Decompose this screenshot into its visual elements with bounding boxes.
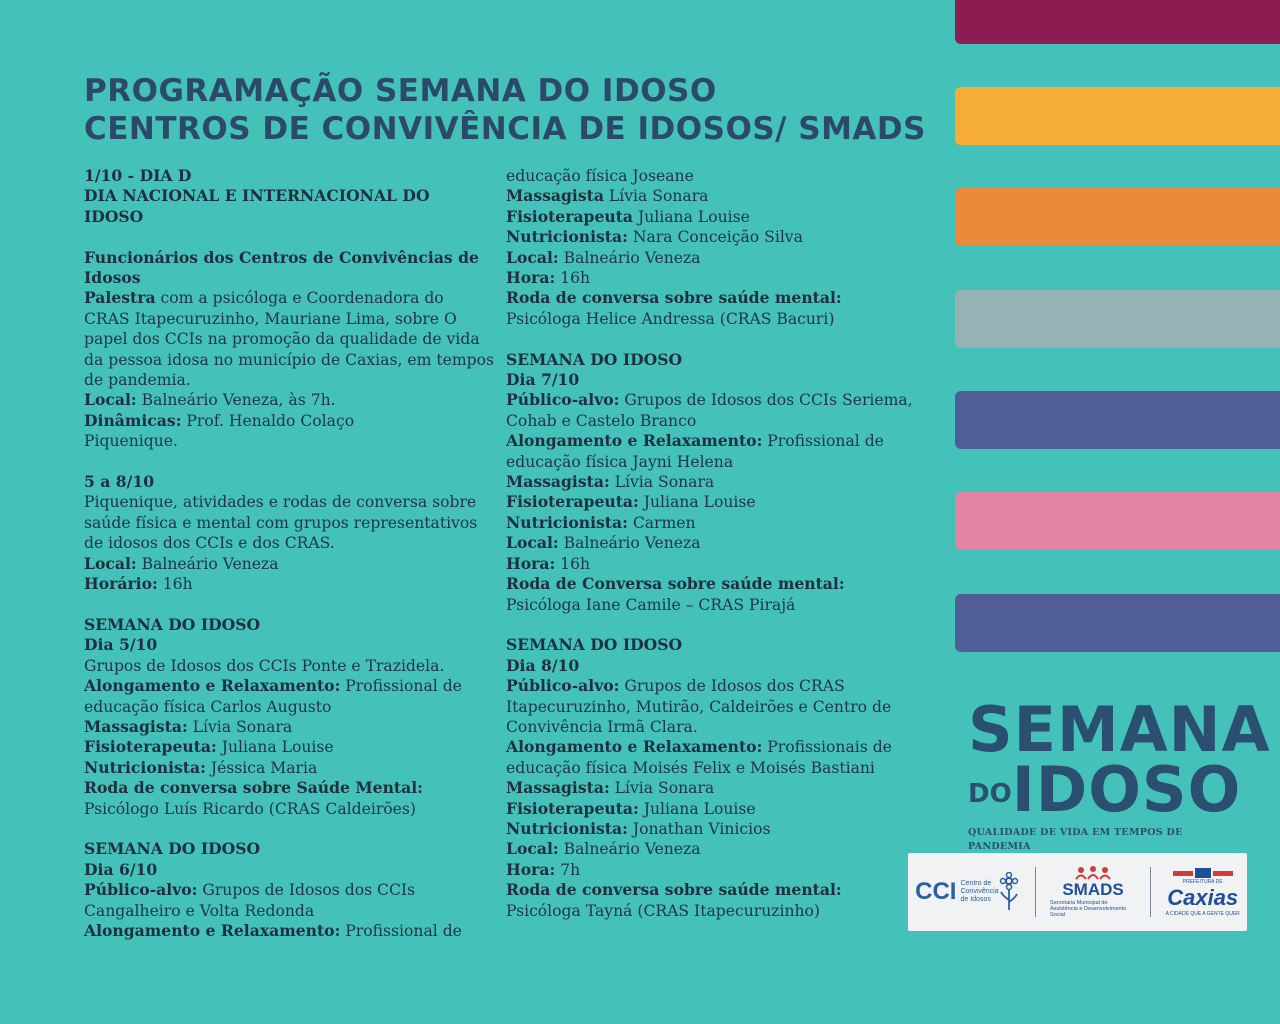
schedule-label: Hora: xyxy=(506,553,556,573)
schedule-line xyxy=(84,492,494,553)
schedule-text: Balneário Veneza, às 7h. xyxy=(136,391,336,410)
cci-logo-text: CCI xyxy=(915,878,957,905)
schedule-label: Funcionários dos Centros de Convivências de Idosos xyxy=(84,247,479,288)
color-stripe xyxy=(955,492,1280,550)
schedule-text: Jonathan Vinicios xyxy=(627,819,771,838)
logo-divider xyxy=(1035,867,1036,917)
schedule-text: com a psicóloga e Coordenadora do CRAS Itapecuruzinho, Mauriane Lima, sobre O papel dos CCIs na promoção da qualidade de vida da pessoa idosa no município de Caxias, em tempos de pandemia. xyxy=(84,289,495,390)
schedule-text: Grupos de Idosos dos CRAS Itapecuruzinho, Mutirão, Caldeirões e Centro de Convivência Irmã Clara. xyxy=(506,677,892,736)
schedule-block xyxy=(84,839,494,941)
schedule-label: Local: xyxy=(84,390,137,410)
schedule-line xyxy=(506,472,921,492)
caxias-logo-top: PREFEITURA DE xyxy=(1182,879,1223,885)
schedule-line xyxy=(84,288,494,390)
schedule-line xyxy=(84,839,494,859)
flower-icon xyxy=(998,872,1020,912)
schedule-label: Público-alvo: xyxy=(506,676,620,696)
schedule-line xyxy=(84,554,494,574)
schedule-line xyxy=(84,860,494,880)
logo-tagline: QUALIDADE DE VIDA EM TEMPOS DE PANDEMIA xyxy=(968,826,1183,852)
schedule-line xyxy=(506,492,921,512)
schedule-label: Alongamento e Relaxamento: xyxy=(84,676,341,696)
schedule-label: Palestra xyxy=(84,288,156,308)
schedule-label: Hora: xyxy=(506,268,556,288)
cci-logo-subtitle: Centro de Convivência de Idosos xyxy=(960,880,999,903)
schedule-text: Juliana Louise xyxy=(638,493,756,512)
logo-divider xyxy=(1150,867,1151,917)
schedule-label: Alongamento e Relaxamento: xyxy=(84,920,341,940)
schedule-block xyxy=(84,615,494,819)
schedule-text: Carmen xyxy=(627,513,696,532)
schedule-text: Profissional de educação física Jayni Helena xyxy=(506,432,884,471)
caxias-logo xyxy=(1166,867,1240,917)
schedule-line xyxy=(84,758,494,778)
schedule-line xyxy=(506,186,921,206)
schedule-line xyxy=(506,207,921,227)
schedule-label: Nutricionista: xyxy=(506,512,628,532)
schedule-line xyxy=(506,574,921,594)
logo-word-idoso-text: IDOSO xyxy=(1011,753,1242,826)
schedule-label: Nutricionista: xyxy=(84,757,206,777)
schedule-block xyxy=(84,248,494,452)
schedule-label: Local: xyxy=(506,247,559,267)
schedule-line xyxy=(506,288,921,308)
schedule-text: Balneário Veneza xyxy=(136,554,279,573)
schedule-line xyxy=(506,676,921,737)
schedule-label: Público-alvo: xyxy=(84,880,198,900)
color-stripe xyxy=(955,290,1280,348)
schedule-line xyxy=(506,860,921,880)
smads-logo-text: SMADS xyxy=(1062,880,1124,899)
schedule-line xyxy=(506,513,921,533)
logo-word-do: DO xyxy=(968,778,1012,809)
schedule-block xyxy=(506,635,921,921)
schedule-label: Fisioterapeuta: xyxy=(506,798,639,818)
schedule-block xyxy=(506,350,921,615)
schedule-label: Roda de conversa sobre saúde mental: xyxy=(506,880,842,900)
schedule-label: Horário: xyxy=(84,574,158,594)
schedule-line xyxy=(84,186,494,227)
schedule-line xyxy=(84,615,494,635)
schedule-text: Jéssica Maria xyxy=(205,758,318,777)
schedule-line xyxy=(84,166,494,186)
color-stripe xyxy=(955,87,1280,145)
schedule-label: Roda de conversa sobre saúde mental: xyxy=(506,288,842,308)
schedule-label: Dia 8/10 xyxy=(506,655,580,675)
schedule-label: Local: xyxy=(84,553,137,573)
schedule-text: Lívia Sonara xyxy=(609,779,715,798)
schedule-label: Fisioterapeuta: xyxy=(84,737,217,757)
schedule-line xyxy=(84,472,494,492)
schedule-label: Fisioterapeuta xyxy=(506,206,634,226)
schedule-line xyxy=(506,819,921,839)
schedule-line xyxy=(84,411,494,431)
schedule-label: DIA NACIONAL E INTERNACIONAL DO IDOSO xyxy=(84,186,430,226)
schedule-block xyxy=(506,166,921,329)
schedule-text: Grupos de Idosos dos CCIs Ponte e Trazidela. xyxy=(84,656,445,675)
schedule-label: Roda de conversa sobre Saúde Mental: xyxy=(84,778,423,798)
schedule-line xyxy=(506,248,921,268)
schedule-line xyxy=(506,533,921,553)
schedule-line xyxy=(506,737,921,778)
schedule-line xyxy=(506,880,921,900)
partner-logos-bar xyxy=(908,853,1247,931)
schedule-text: Psicóloga Tayná (CRAS Itapecuruzinho) xyxy=(506,901,821,920)
color-stripe xyxy=(955,391,1280,449)
schedule-line xyxy=(506,839,921,859)
schedule-line xyxy=(84,799,494,819)
schedule-line xyxy=(84,656,494,676)
schedule-text: Piquenique. xyxy=(84,432,178,451)
schedule-line xyxy=(84,248,494,289)
schedule-text: Prof. Henaldo Colaço xyxy=(181,411,355,430)
schedule-line xyxy=(506,595,921,615)
smads-logo-subtitle: Secretaria Municipal de Assistência e Desenvolvimento Social xyxy=(1050,900,1127,918)
schedule-line xyxy=(84,676,494,717)
schedule-label: Alongamento e Relaxamento: xyxy=(506,431,763,451)
cci-logo xyxy=(915,872,1020,912)
schedule-text: Lívia Sonara xyxy=(187,717,293,736)
people-icon xyxy=(1073,866,1113,880)
schedule-text: educação física Joseane xyxy=(506,167,694,185)
schedule-line xyxy=(506,390,921,431)
schedule-text: Profissional de educação física Carlos Augusto xyxy=(84,677,462,716)
schedule-text: Profissional de xyxy=(340,921,462,940)
schedule-label: Massagista: xyxy=(506,472,610,492)
logo-word-idoso xyxy=(968,753,1248,826)
schedule-line xyxy=(506,431,921,472)
schedule-line xyxy=(506,901,921,921)
schedule-label: Roda de Conversa sobre saúde mental: xyxy=(506,574,845,594)
schedule-line xyxy=(506,799,921,819)
schedule-line xyxy=(506,309,921,329)
schedule-label: SEMANA DO IDOSO xyxy=(506,349,683,369)
schedule-label: Alongamento e Relaxamento: xyxy=(506,737,763,757)
schedule-label: Massagista xyxy=(506,186,604,206)
schedule-text: Grupos de Idosos dos CCIs Cangalheiro e Volta Redonda xyxy=(84,881,416,920)
schedule-block xyxy=(84,472,494,594)
city-flag-icon xyxy=(1173,867,1233,879)
color-stripe xyxy=(955,0,1280,44)
schedule-line xyxy=(84,880,494,921)
schedule-line xyxy=(506,350,921,370)
schedule-line xyxy=(84,778,494,798)
schedule-text: Piquenique, atividades e rodas de conversa sobre saúde física e mental com grupos representativos de idosos dos CCIs e dos CRAS. xyxy=(84,493,478,553)
schedule-label: SEMANA DO IDOSO xyxy=(506,635,683,655)
schedule-label: Dinâmicas: xyxy=(84,410,182,430)
schedule-line xyxy=(506,227,921,247)
schedule-text: Psicólogo Luís Ricardo (CRAS Caldeirões) xyxy=(84,799,416,818)
schedule-label: 1/10 - DIA D xyxy=(84,166,192,185)
schedule-line xyxy=(506,268,921,288)
schedule-line xyxy=(506,370,921,390)
schedule-line xyxy=(84,737,494,757)
schedule-line xyxy=(506,656,921,676)
caxias-logo-text: Caxias xyxy=(1167,885,1239,910)
schedule-label: 5 a 8/10 xyxy=(84,472,155,492)
caxias-logo-subtitle: A CIDADE QUE A GENTE QUER xyxy=(1165,911,1240,917)
schedule-line xyxy=(506,554,921,574)
schedule-label: Dia 6/10 xyxy=(84,859,158,879)
color-stripe xyxy=(955,594,1280,652)
schedule-column-left xyxy=(84,166,494,962)
schedule-label: Fisioterapeuta: xyxy=(506,492,639,512)
color-stripe xyxy=(955,188,1280,246)
schedule-label: Local: xyxy=(506,533,559,553)
schedule-line xyxy=(84,574,494,594)
schedule-text: Nara Conceição Silva xyxy=(627,228,803,247)
schedule-text: 7h xyxy=(555,860,581,879)
schedule-text: Lívia Sonara xyxy=(603,187,709,206)
schedule-text: Juliana Louise xyxy=(216,738,334,757)
schedule-text: Balneário Veneza xyxy=(558,248,701,267)
smads-logo xyxy=(1050,866,1136,918)
poster-title xyxy=(84,72,926,148)
schedule-label: Nutricionista: xyxy=(506,227,628,247)
schedule-text: Balneário Veneza xyxy=(558,840,701,859)
schedule-line xyxy=(506,778,921,798)
schedule-column-right xyxy=(506,166,921,941)
schedule-text: Grupos de Idosos dos CCIs Seriema, Cohab e Castelo Branco xyxy=(506,391,913,430)
schedule-label: Massagista: xyxy=(506,778,610,798)
schedule-block xyxy=(84,166,494,227)
schedule-text: Juliana Louise xyxy=(638,799,756,818)
schedule-line xyxy=(84,921,494,941)
schedule-label: Hora: xyxy=(506,859,556,879)
schedule-label: Dia 7/10 xyxy=(506,370,580,390)
schedule-text: Lívia Sonara xyxy=(609,473,715,492)
schedule-line xyxy=(506,635,921,655)
schedule-label: SEMANA DO IDOSO xyxy=(84,839,261,859)
schedule-text: Profissionais de educação física Moisés Felix e Moisés Bastiani xyxy=(506,738,892,777)
logo-word-semana: SEMANA xyxy=(968,693,1271,766)
schedule-line xyxy=(84,717,494,737)
schedule-text: 16h xyxy=(555,269,591,288)
schedule-label: Dia 5/10 xyxy=(84,635,158,655)
schedule-text: Juliana Louise xyxy=(633,207,750,226)
schedule-line xyxy=(84,431,494,451)
schedule-text: Balneário Veneza xyxy=(558,534,701,553)
schedule-label: Nutricionista: xyxy=(506,818,628,838)
schedule-line xyxy=(84,390,494,410)
semana-do-idoso-logo xyxy=(968,693,1271,854)
schedule-line xyxy=(84,635,494,655)
schedule-label: SEMANA DO IDOSO xyxy=(84,614,261,634)
title-line-2: CENTROS DE CONVIVÊNCIA DE IDOSOS/ SMADS xyxy=(84,111,926,147)
schedule-line xyxy=(506,166,921,186)
schedule-label: Massagista: xyxy=(84,716,188,736)
schedule-text: Psicóloga Helice Andressa (CRAS Bacuri) xyxy=(506,309,835,328)
schedule-text: 16h xyxy=(157,575,193,594)
schedule-text: 16h xyxy=(555,554,591,573)
schedule-text: Psicóloga Iane Camile – CRAS Pirajá xyxy=(506,595,796,614)
title-line-1: PROGRAMAÇÃO SEMANA DO IDOSO xyxy=(84,73,717,109)
schedule-label: Local: xyxy=(506,839,559,859)
schedule-label: Público-alvo: xyxy=(506,390,620,410)
